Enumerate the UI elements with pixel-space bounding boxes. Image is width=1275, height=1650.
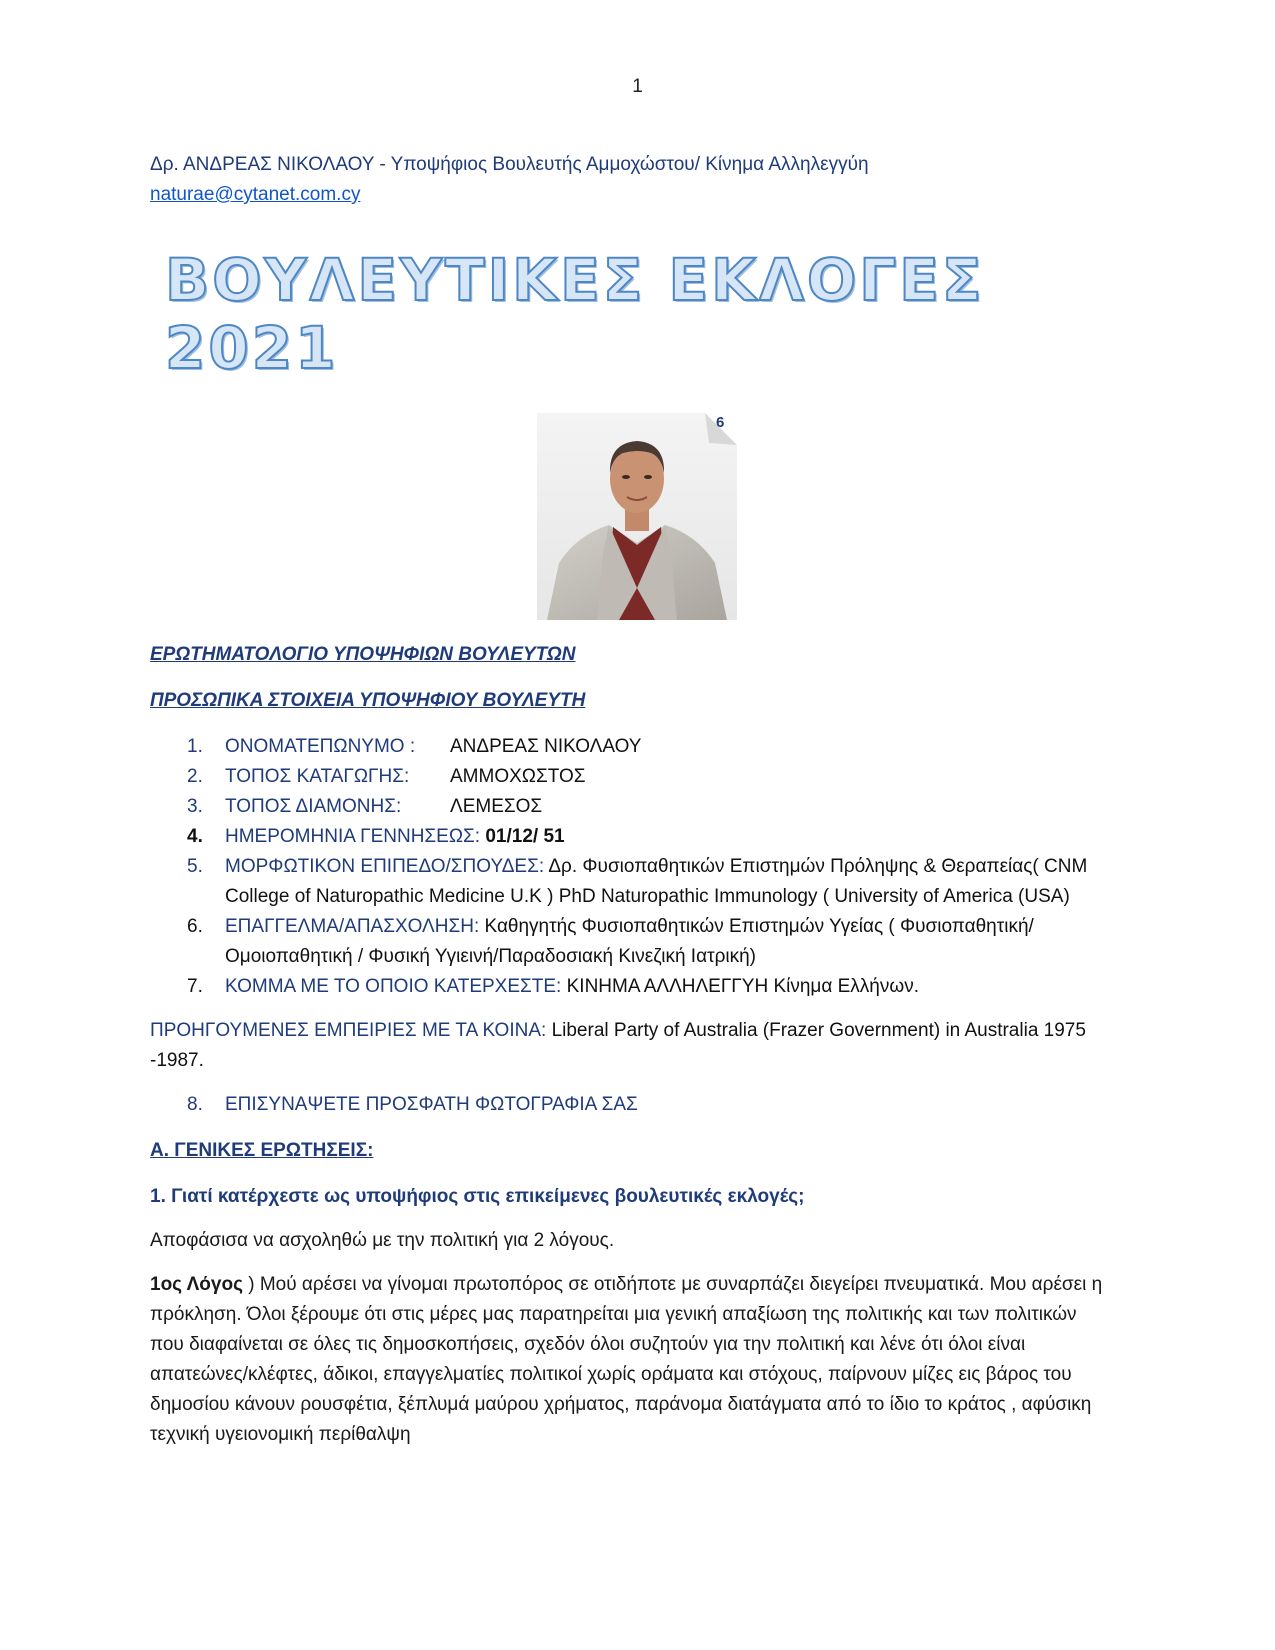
photo-request-label: ΕΠΙΣΥΝΑΨΕΤΕ ΠΡΟΣΦΑΤΗ ΦΩΤΟΓΡΑΦΙΑ ΣΑΣ [225, 1094, 638, 1115]
list-item [150, 972, 1110, 1002]
list-item [150, 912, 1110, 972]
list-item [150, 852, 1110, 912]
personal-details-list [150, 732, 1110, 1002]
detail-value: ΑΝΔΡΕΑΣ ΝΙΚΟΛΑΟΥ [450, 736, 642, 757]
general-questions-heading: Α. ΓΕΝΙΚΕΣ ΕΡΩΤΗΣΕΙΣ: [150, 1140, 374, 1161]
list-item [150, 732, 1110, 762]
page-number: 1 [632, 76, 643, 97]
detail-label: ΕΠΑΓΓΕΛΜΑ/ΑΠΑΣΧΟΛΗΣΗ: [225, 916, 480, 937]
detail-label: ΚΟΜΜΑ ΜΕ ΤΟ ΟΠΟΙΟ ΚΑΤΕΡΧΕΣΤΕ: [225, 976, 562, 997]
list-number: 5. [187, 856, 203, 877]
detail-value: ΑΜΜΟΧΩΣΤΟΣ [450, 766, 586, 787]
list-number: 7. [187, 976, 203, 997]
list-number: 3. [187, 796, 203, 817]
document-title: ΒΟΥΛΕΥΤΙΚΕΣ ΕΚΛΟΓΕΣ 2021 [165, 246, 985, 382]
candidate-header-line: Δρ. ΑΝΔΡΕΑΣ ΝΙΚΟΛΑΟΥ - Υποψήφιος Βουλευτής Αμμοχώστου/ Κίνημα Αλληλεγγύη [150, 154, 869, 175]
detail-label: ΤΟΠΟΣ ΔΙΑΜΟΝΗΣ: [225, 796, 402, 817]
experience-paragraph [150, 1016, 1110, 1076]
detail-value: ΚΙΝΗΜΑ ΑΛΛΗΛΕΓΓΥΗ Κίνημα Ελλήνων. [566, 976, 919, 997]
answer-intro: Αποφάσισα να ασχοληθώ με την πολιτική για 2 λόγους. [150, 1230, 615, 1251]
list-number: 2. [187, 766, 203, 787]
detail-value: Δρ. Φυσιοπαθητικών Επιστημών Πρόληψης & Θεραπείας( CNM College of Naturopathic Medicine U.K ) PhD Naturopathic Immunology ( University of America (USA) [225, 856, 1088, 907]
detail-value: ΛΕΜΕΣΟΣ [450, 796, 543, 817]
reason-1-paragraph [150, 1270, 1110, 1450]
experience-value: Liberal Party of Australia (Frazer Government) in Australia 1975 -1987. [150, 1020, 1086, 1071]
question-1: 1. Γιατί κατέρχεστε ως υποψήφιος στις επικείμενες βουλευτικές εκλογές; [150, 1186, 805, 1207]
detail-label: ΜΟΡΦΩΤΙΚΟΝ ΕΠΙΠΕΔΟ/ΣΠΟΥΔΕΣ: [225, 856, 545, 877]
ballot-number: 6 [716, 414, 725, 431]
detail-value: 01/12/ 51 [485, 826, 565, 847]
reason-1-label: 1ος Λόγος [150, 1274, 243, 1295]
reason-1-text: ) Μού αρέσει να γίνομαι πρωτοπόρος σε οτιδήποτε με συναρπάζει διεγείρει πνευματικά. Μου αρέσει η πρόκληση. Όλοι ξέρουμε ότι στις μέρες μας παρατηρείται μια γενική απαξίωση της πολιτικής και των πολιτικών που διαφαίνεται σε όλες τις δημοσκοπήσεις, σχεδόν όλοι συζητούν για την πολιτική και λένε ότι όλοι είναι απατεώνες/κλέφτες, άδικοι, επαγγελματίες πολιτικοί χωρίς οράματα και στόχους, παίρνουν μίζες εις βάρος του δημοσίου κάνουν ρουσφέτια, ξέπλυμά μαύρου χρήματος, παράνομα διατάγματα από το ίδιο το κράτος , αφύσικη τεχνική υγειονομική περίθαλψη [150, 1274, 1103, 1445]
experience-label: ΠΡΟΗΓΟΥΜΕΝΕΣ ΕΜΠΕΙΡΙΕΣ ΜΕ ΤΑ ΚΟΙΝΑ: [150, 1020, 547, 1041]
detail-label: ΤΟΠΟΣ ΚΑΤΑΓΩΓΗΣ: [225, 766, 410, 787]
portrait-image [537, 413, 737, 620]
main-content [150, 640, 1110, 1450]
email-link[interactable]: naturae@cytanet.com.cy [150, 184, 361, 205]
detail-label: ΗΜΕΡΟΜΗΝΙΑ ΓΕΝΝΗΣΕΩΣ: [225, 826, 481, 847]
list-number: 4. [187, 826, 203, 847]
list-item [150, 822, 1110, 852]
detail-value: Καθηγητής Φυσιοπαθητικών Επιστημών Υγείας ( Φυσιοπαθητική/ Ομοιοπαθητική / Φυσική Υγιεινή/Παραδοσιακή Κινεζική Ιατρική) [225, 916, 1034, 967]
personal-details-heading: ΠΡΟΣΩΠΙΚΑ ΣΤΟΙΧΕΙΑ ΥΠΟΨΗΦΙΟΥ ΒΟΥΛΕΥΤΗ [150, 690, 586, 711]
list-number: 1. [187, 736, 203, 757]
list-item [150, 1090, 1110, 1120]
questionnaire-heading: ΕΡΩΤΗΜΑΤΟΛΟΓΙΟ ΥΠΟΨΗΦΙΩΝ ΒΟΥΛΕΥΤΩΝ [150, 644, 576, 665]
list-item [150, 762, 1110, 792]
photo-request-list [150, 1090, 1110, 1120]
list-number: 6. [187, 916, 203, 937]
list-item [150, 792, 1110, 822]
detail-label: ΟΝΟΜΑΤΕΠΩΝΥΜΟ : [225, 736, 416, 757]
header [150, 150, 1150, 210]
candidate-photo [537, 413, 737, 620]
list-number: 8. [187, 1094, 203, 1115]
